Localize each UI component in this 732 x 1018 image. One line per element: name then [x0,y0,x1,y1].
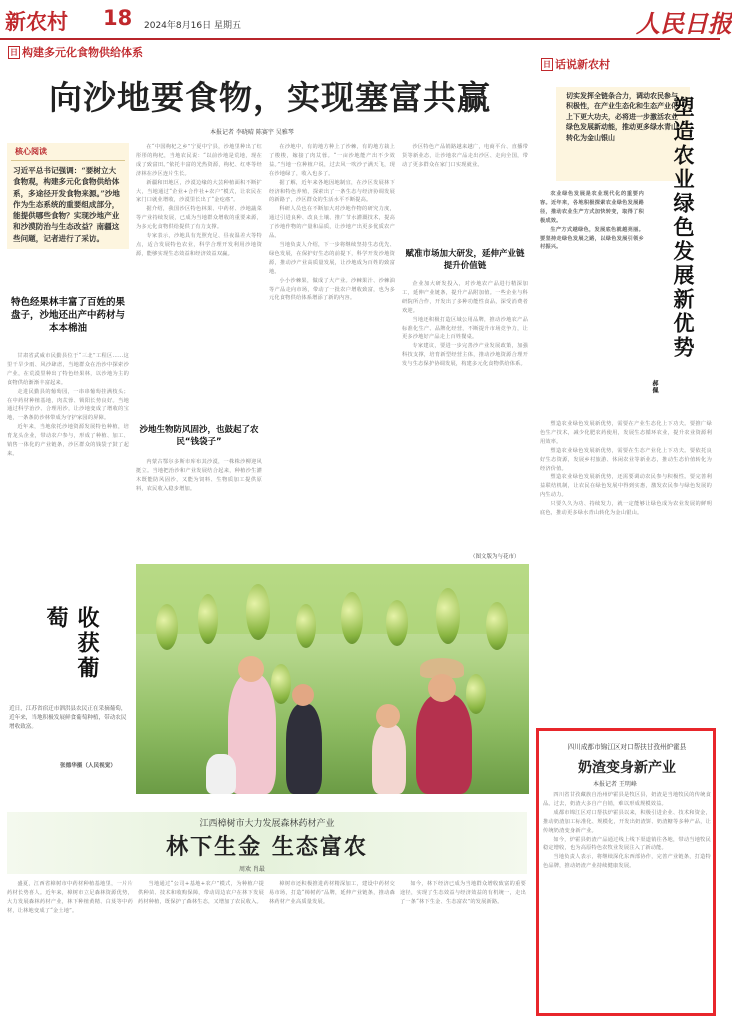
core-reading-text: 习近平总书记强调：“要树立大食物观，构建多元化食物供给体系，多途径开发食物来源。”沙地作为生态系统的重要组成部分，能提供哪些食物？实现沙地产业和沙漠防治与生态改益？南疆这些问题，记者进行了采访。 [13,166,120,243]
subhead-2: 沙地生物防风固沙，也鼓起了农民“钱袋子” [139,425,259,447]
commentary-lead: 农业绿色发展是农业现代化的重要内容。近年来，各地积极探索农业绿色发展路径，推动农业生产方式加快转变，取得了积极成效。 生产方式越绿色，发展底色就越亮丽。要坚持走绿色发展之路，以绿色发展引领乡村振兴。 [540,191,644,251]
forest-body-col1: 盛夏，江西省樟树市中药材种植基地里，一片片药材长势喜人。近年来，樟树市立足森林资源优势，大力发展森林药材产业，林下种植黄精、白芨等中药材，让林地变成了“金土地”。 [7,881,133,914]
article-body-col3: 在沙地中，有的地方种上了沙棘，有的地方栽上了梭梭，嫁接了肉苁蓉。“一亩沙地能产出不少效益。”当地一位种植户说，过去风一吹沙子满天飞，现在沙地绿了，收入也多了。 据了解，近年来各地因地制宜，在沙区发展林下经济和特色养殖，探索出了一条生态与经济协调发展的新路子，沙区群众的生活水平不断提高。 科研人员也在不断加大对沙地作物的研究力度，通过引进良种、改良土壤、推广节水灌溉技术，提高了沙地作物的产量和品质，让沙地产出更多优质农产品。 当地负责人介绍，下一步将继续坚持生态优先、绿色发展，在保护好生态的前提下，科学开发沙地资源，推动沙产业高质量发展，让沙地成为百姓的致富地。 小小沙棘果，做成了大产业。沙棘果汁、沙棘油等产品走向市场，带动了一批农户增收致富，也为多元化食物供给体系增添了新的内容。 [269,144,395,302]
commentary-pullquote-text: 切实发挥全链条合力，调动农民参与积极性，在产业生态化和生态产业化上下更大功夫，必将进一步激活农业绿色发展新动能，推动更多绿水青山转化为金山银山 [566,91,678,142]
photo-caption: 近日，江苏省宿迁市泗洪县农民正在采摘葡萄，近年来，当地积极发展鲜食葡萄种植，带动农民增收致富。 [9,706,127,730]
photo-feature-title: 收获葡萄 [43,606,99,681]
main-headline: 向沙地要食物，实现塞富共赢 [49,78,491,117]
forest-body-col4: 如今，林下经济已成为当地群众增收致富的重要途径，实现了生态效益与经济效益的有机统一，走出了一条“林下生金、生态富农”的发展新路。 [400,881,526,905]
subhead-3: 赋准市场加大研发，延伸产业链提升价值链 [405,249,525,271]
main-byline: 本报记者 李晓晴 陈赛宇 吴雅琴 [210,129,294,136]
article-body-col4b: 企业加大研发投入，对沙地农产品进行精深加工，延伸产业链条，提升产品附加值。一些企业与科研院所合作，开发出了多种功能性食品，深受消费者欢迎。 当地还积极打造区域公用品牌，推动沙地农产品标准化生产、品牌化经营，不断提升市场竞争力，让更多沙地好产品走上百姓餐桌。 专家建议，要进一步完善沙产业发展政策，加强科技支撑，培育新型经营主体，推动沙地资源合理开发与生态保护协调发展，构建多元化食物供给体系。 [402,281,528,368]
forest-body-col3: 樟树市还积极推进药材精深加工，建设中药材交易市场，打造“樟树药”品牌，延伸产业链条，推动森林药材产业高质量发展。 [269,881,395,905]
article-body-col2: 在“中国枸杞之乡”宁夏中宁县，沙地里种出了红彤彤的枸杞，当地农民说：“以前沙地是荒地，现在成了致富田。”依托丰富的光热资源，枸杞、红枣等经济林在沙区连片生长。 新疆和田地区，沙漠边缘的大芸种植面积不断扩大，当地通过“企业+合作社+农户”模式，让农民在家门口就业增收，沙漠里长出了“金疙瘩”。 据介绍，我国沙区特色林果、中药材、沙地蔬菜等产业持续发展，已成为当地群众增收的重要来源，为多元化食物供给提供了有力支撑。 专家表示，沙地具有光照充足、昼夜温差大等特点，适合发展特色农业，科学合理开发利用沙地资源，能够实现生态效益和经济效益双赢。 [136,144,262,257]
commentary-body: 塑造农业绿色发展新优势，需要在产业生态化上下功夫。要推广绿色生产技术，减少化肥农药使用，发展生态循环农业，提升农业资源利用效率。 塑造农业绿色发展新优势，需要在生态产业化上下功夫。要依托良好生态资源，发展乡村旅游、休闲农业等新业态，推动生态价值转化为经济价值。 塑造农业绿色发展新优势，还需要调动农民参与积极性。要完善利益联结机制，让农民在绿色发展中得到实惠，激发农民参与绿色发展的内生动力。 只要久久为功、持续发力，就一定能够让绿色成为农业发展的鲜明底色，推动更多绿水青山转化为金山银山。 [540,421,712,517]
forest-kicker: 江西樟树市大力发展森林药材产业 [199,819,335,829]
article-body-col1: 甘肃省武威市民勤县位于“三北”工程区……这里干旱少雨、风沙肆虐，当地群众在治沙中探索沙产业，在荒漠里种出了特色经果林，以沙地为主的食物供给渐渐丰富起来。 走进民勤县的葡萄园，一串串葡萄挂满枝头；在中药材种植基地，肉苁蓉、锁阳长势良好。当地通过科学治沙、合理用沙，让沙地变成了增收的宝地，一条条防沙林带成为守护家园的屏障。 近年来，当地依托沙地资源发展特色种植，培育龙头企业，带动农户参与，形成了种植、加工、销售一体化的产业链条，沙区群众的钱袋子鼓了起来。 [7,353,129,457]
forest-byline: 周欢 肖最 [239,866,265,873]
highlighted-headline: 奶渣变身新产业 [578,760,676,776]
subhead-1: 特色经果林丰富了百姓的果盘子，沙地还出产中药材与本本棉油 [10,297,125,334]
source-note: （图文版为与花市） [470,554,520,560]
highlighted-article [536,728,716,1016]
page-number: 18 [103,6,133,30]
forest-article [7,812,527,1012]
core-reading-box [7,143,129,249]
page-header [0,0,732,40]
highlighted-body: 四川省甘孜藏族自治州炉霍县是牧区县，奶渣是当地牧民的传统食品。过去，奶渣大多自产自销，难以形成规模效益。 成都市锦江区对口帮扶炉霍县以来，积极引进企业、技术和资金，推动奶渣加工标准化、规模化，开发出奶渣饼、奶渣糖等多种产品，让传统奶渣变身新产业。 如今，炉霍县奶渣产品通过线上线下渠道销往各地，带动当地牧民稳定增收，也为高原特色农牧业发展注入了新动能。 当地负责人表示，将继续深化东西部协作，完善产业链条，打造特色品牌，推动奶渣产业持续健康发展。 [543,792,711,870]
commentary-title: 塑造农业绿色发展新优势 [671,96,695,360]
column-label-left-text: 构建多元化食物供给体系 [22,46,143,59]
newspaper-logo: 人民日报 [636,9,732,38]
article-body-col4a: 沙区特色产品销路越来越广，电商平台、直播带货等新业态，让沙地农产品走出沙区、走向全国，带动了更多群众在家门口实现就业。 [402,144,528,168]
grape-harvest-photo [136,564,529,794]
photographer-credit: 张德华摄（人民视觉） [60,763,116,769]
highlighted-byline: 本报记者 王明峰 [593,781,637,788]
column-label-right: 日 话说新农村 [543,58,610,71]
highlighted-kicker: 四川成都市锦江区对口帮扶甘孜州炉霍县 [567,743,687,751]
forest-body-col2: 当地通过“公司+基地+农户”模式，为种植户提供种苗、技术和收购保障，带动周边农户在林下发展药材种植，既保护了森林生态，又增加了农民收入。 [138,881,264,905]
issue-date: 2024年8月16日 星期五 [144,21,241,31]
section-name: 新农村 [5,10,68,34]
forest-headline: 林下生金 生态富农 [166,835,368,860]
core-reading-label: 核心阅读 [11,143,125,161]
column-label-right-text: 话说新农村 [555,58,610,71]
commentary-author: 郝佩 [651,380,658,394]
column-label-left: 日 构建多元化食物供给体系 [10,46,143,59]
article-body-col2b: 内蒙古鄂尔多斯市库布其沙漠，一株株沙柳迎风挺立。当地把治沙和产业发展结合起来，种植沙生灌木既能防风固沙，又能为饲料、生物质加工提供原料，农民收入稳步增加。 [136,459,262,492]
